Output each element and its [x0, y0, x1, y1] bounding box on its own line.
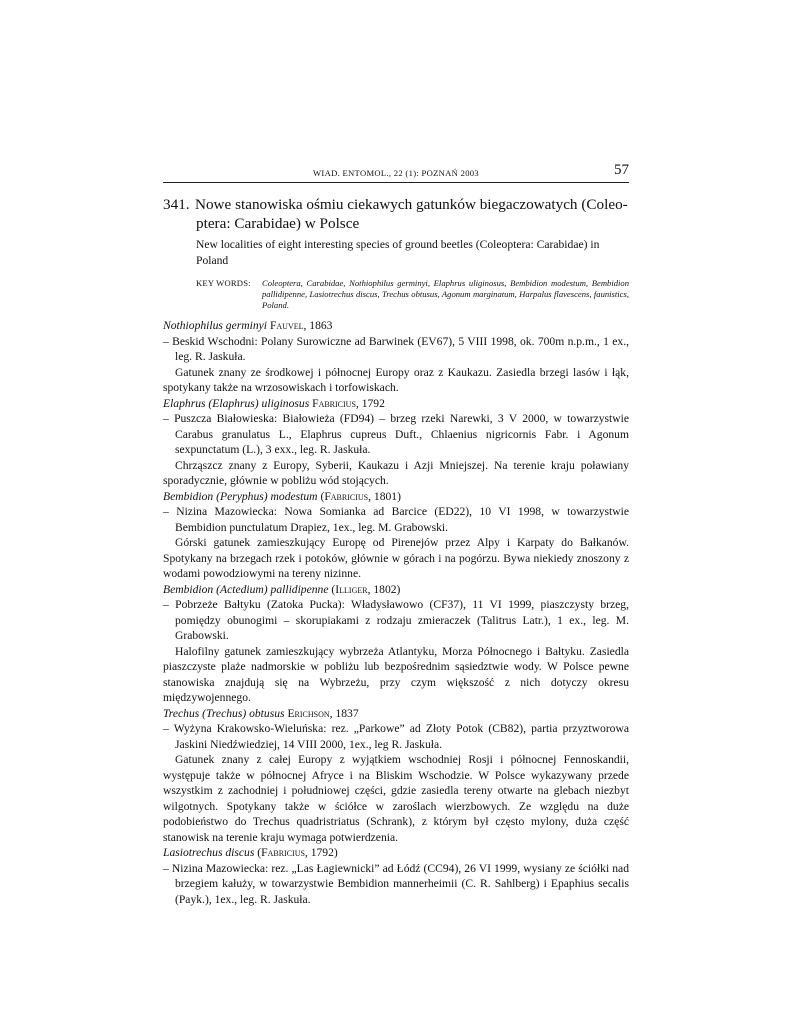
- species-name: Bembidion (Peryphus) modestum: [163, 489, 318, 503]
- article-title: [163, 195, 629, 233]
- english-subtitle: New localities of eight interesting species of ground beetles (Coleoptera: Carabidae) in Poland: [196, 238, 600, 267]
- species-locality: – Beskid Wschodni: Polany Surowiczne ad Barwinek (EV67), 5 VIII 1998, ok. 700m n.p.m., 1 ex., leg. R. Jaskuła.: [163, 334, 629, 363]
- running-head: [163, 162, 629, 181]
- species-note: Chrząszcz znany z Europy, Syberii, Kaukazu i Azji Mniejszej. Na terenie kraju poławiany sporadycznie, głównie w pobliżu wód stojących.: [163, 458, 629, 487]
- species-heading: [163, 396, 629, 412]
- species-heading: [163, 706, 629, 722]
- species-author: (Fabricius, 1801): [320, 489, 401, 503]
- species-locality: – Pobrzeże Bałtyku (Zatoka Pucka): Władysławowo (CF37), 11 VI 1999, piaszczysty brzeg, pomiędzy obunogimi – skorupiakami z rodzaju zmieraczek (Talitrus Latr.), 1 ex., leg. M. Grabowski.: [163, 598, 629, 642]
- journal-citation: WIAD. ENTOMOL., 22 (1): POZNAŃ 2003: [313, 168, 479, 178]
- article-body: [163, 318, 629, 907]
- species-author: (Illiger, 1802): [331, 582, 401, 596]
- species-heading: [163, 489, 629, 505]
- species-author: Fabricius, 1792: [312, 396, 385, 410]
- species-locality: – Puszcza Białowieska: Białowieża (FD94) – brzeg rzeki Narewki, 3 V 2000, w towarzystwie Carabus granulatus L., Elaphrus cupreus Duft., Chlaenius nigricornis Fabr. i Agonum sexpunctatum (L.), 3 exx., leg. R. Jaskuła.: [163, 412, 629, 456]
- species-note: Górski gatunek zamieszkujący Europę od Pirenejów przez Alpy i Karpaty do Bałkanów. Spotykany na brzegach rzek i potoków, głównie w górach i na pogórzu. Bywa niekiedy znoszony z wodami powodziowymi na tereny nizinne.: [163, 536, 629, 580]
- species-note: Gatunek znany ze środkowej i północnej Europy oraz z Kaukazu. Zasiedla brzegi lasów i łąk, spotykany także na wrzosowiskach i torfowiskach.: [163, 365, 629, 394]
- header-rule: [163, 182, 629, 183]
- species-locality: – Nizina Mazowiecka: Nowa Somianka ad Barcice (ED22), 10 VI 1998, w towarzystwie Bembidion punctulatum Drapiez, 1ex., leg. M. Grabowski.: [163, 505, 629, 534]
- species-locality: – Nizina Mazowiecka: rez. „Las Łagiewnicki” ad Łódź (CC94), 26 VI 1999, wysiany ze ściółki nad brzegiem kałuży, w towarzystwie Bembidion mannerheimii (C. R. Sahlberg) i Epaphius secalis (Payk.), 1ex., leg. R. Jaskuła.: [163, 861, 629, 906]
- keywords-label: KEY WORDS:: [196, 278, 251, 288]
- species-name: Elaphrus (Elaphrus) uliginosus: [163, 396, 310, 410]
- title-line-1: Nowe stanowiska ośmiu ciekawych gatunków biegaczowatych (Coleo-: [195, 196, 628, 213]
- species-author: Fauvel, 1863: [269, 319, 333, 332]
- species-heading: [163, 582, 629, 598]
- species-heading: [163, 318, 629, 334]
- keywords-text: Coleoptera, Carabidae, Nothiophilus germinyi, Elaphrus uliginosus, Bembidion modestum, Bembidion pallidipenne, Lasiotrechus discus, Trechus obtusus, Agonum marginatum, Harpalus flavescens, faunistics, Poland.: [262, 278, 629, 310]
- species-name: Nothiophilus germinyi: [163, 319, 268, 332]
- species-author: Erichson, 1837: [287, 706, 359, 720]
- species-note: Halofilny gatunek zamieszkujący wybrzeża Atlantyku, Morza Północnego i Bałtyku. Zasiedla piaszczyste plaże nadmorskie w pobliżu lub bezpośrednim sąsiedztwie wody. W Polsce pewne stanowiska znajdują się na Wybrzeżu, przy czym większość z nich dotyczy okresu międzywojennego.: [163, 644, 629, 704]
- title-line-2: ptera: Carabidae) w Polsce: [196, 215, 360, 232]
- species-name: Trechus (Trechus) obtusus: [163, 706, 285, 720]
- species-heading: [163, 845, 629, 861]
- page-number: 57: [614, 162, 629, 178]
- species-locality: – Wyżyna Krakowsko-Wieluńska: rez. „Parkowe” ad Złoty Potok (CB82), partia przyztworowa Jaskini Niedźwiedziej, 14 VIII 2000, 1ex., leg R. Jaskuła.: [163, 722, 629, 751]
- species-name: Bembidion (Actedium) pallidipenne: [163, 582, 329, 596]
- species-note: Gatunek znany z całej Europy z wyjątkiem wschodniej Rosji i północnej Fennoskandii, występuje także w północnej Afryce i na Bliskim Wschodzie. W Polsce wykazywany przede wszystkim z zachodniej i południowej części, gdzie zasiedla tereny otwarte na glebach niezbyt wilgotnych. Spotykany także w ściółce w zaroślach wierzbowych. Ze względu na duże podobieństwo do Trechus quadristriatus (Schrank), z którym był często mylony, duża część stanowisk na terenie kraju wymaga potwierdzenia.: [163, 753, 629, 844]
- article-number: 341.: [163, 196, 190, 213]
- species-author: (Fabricius, 1792): [257, 846, 338, 859]
- species-name: Lasiotrechus discus: [163, 846, 255, 859]
